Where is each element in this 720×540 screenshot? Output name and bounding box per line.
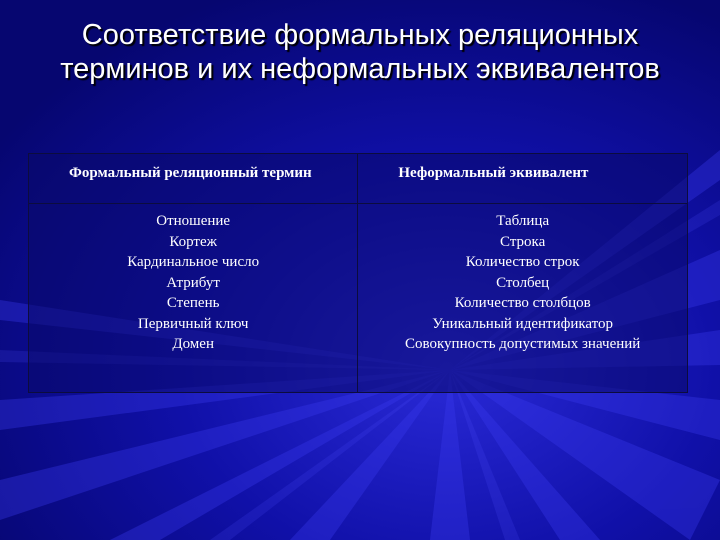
informal-equivalent: Совокупность допустимых значений (405, 336, 641, 352)
informal-equivalents-cell (358, 204, 688, 393)
formal-term: Отношение (156, 213, 231, 229)
formal-term: Атрибут (166, 274, 220, 291)
formal-term: Степень (166, 295, 220, 311)
terms-table (28, 153, 688, 393)
table-header-row (29, 154, 688, 204)
table-body-row (29, 204, 688, 393)
informal-equivalent: Количество строк (465, 254, 580, 270)
formal-term: Первичный ключ (137, 315, 249, 332)
header-formal-term: Формальный реляционный термин (29, 154, 358, 204)
informal-equivalent: Таблица (496, 213, 550, 229)
slide-title-line-2: терминов и их неформальных эквивалентов (60, 53, 660, 85)
informal-equivalent: Столбец (496, 274, 550, 291)
informal-equivalent: Уникальный идентификатор (432, 315, 614, 332)
slide-title-line-1: Соответствие формальных реляционных (81, 19, 639, 51)
informal-equivalent: Количество столбцов (454, 295, 591, 311)
formal-term: Кортеж (169, 233, 217, 250)
formal-term: Домен (172, 336, 214, 352)
formal-term: Кардинальное число (127, 254, 260, 270)
informal-equivalent: Строка (500, 233, 546, 250)
formal-terms-cell (29, 204, 358, 393)
header-informal-equivalent: Неформальный эквивалент (358, 154, 688, 204)
slide-title (40, 18, 680, 86)
